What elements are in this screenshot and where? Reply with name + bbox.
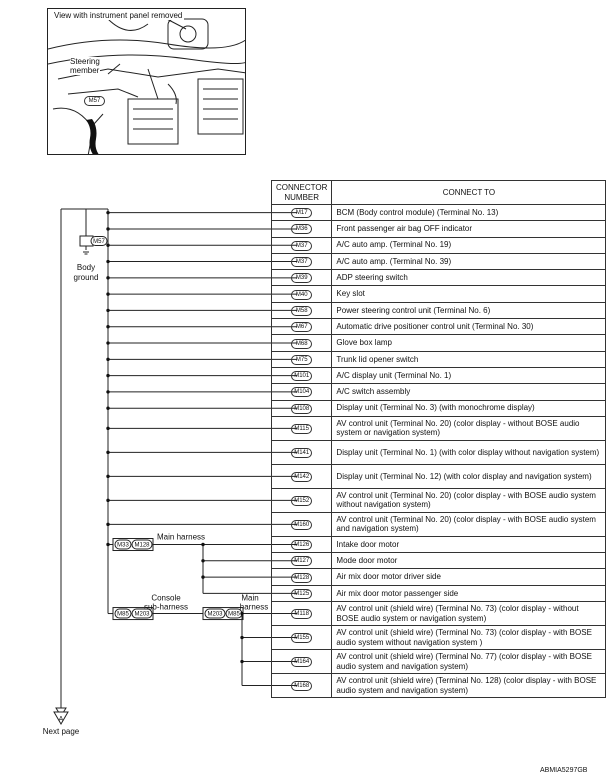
connector-pill: M104 [291, 387, 312, 397]
connector-number-cell [272, 302, 332, 318]
connector-number-cell [272, 464, 332, 488]
connector-number-cell [272, 440, 332, 464]
connect-to-cell: Automatic drive positioner control unit (Terminal No. 30) [332, 319, 606, 335]
connector-pill: M152 [291, 496, 312, 506]
connect-to-cell: Front passenger air bag OFF indicator [332, 221, 606, 237]
splice-dot [106, 227, 109, 230]
connector-symbol-label: M128 [134, 542, 150, 549]
splice-dot [106, 523, 109, 526]
splice-dot [240, 612, 243, 615]
table-row [272, 602, 606, 626]
connector-symbol-label: M33 [117, 542, 129, 549]
connector-number-cell [272, 569, 332, 585]
next-page-label: Next page [42, 727, 80, 736]
connect-to-cell: A/C switch assembly [332, 384, 606, 400]
connector-pill: M37 [291, 257, 312, 267]
table-row [272, 536, 606, 552]
body-ground-label: ground [73, 273, 99, 282]
connector-number-cell [272, 585, 332, 601]
console-label: Console [151, 593, 181, 603]
connector-pill: M164 [291, 657, 312, 667]
table-row [272, 286, 606, 302]
table-row [272, 553, 606, 569]
header-connect-to: CONNECT TO [332, 181, 606, 205]
connector-number-cell [272, 221, 332, 237]
connector-number-cell [272, 488, 332, 512]
connector-number-cell [272, 286, 332, 302]
connector-pill: M127 [291, 556, 312, 566]
table-row [272, 384, 606, 400]
splice-dot [201, 559, 204, 562]
table-row [272, 367, 606, 383]
table-row [272, 351, 606, 367]
splice-dot [106, 211, 109, 214]
connect-to-cell: A/C display unit (Terminal No. 1) [332, 367, 606, 383]
connector-pill: M17 [291, 208, 312, 218]
table-row [272, 416, 606, 440]
connector-pill: M37 [291, 241, 312, 251]
connector-pill: M75 [291, 355, 312, 365]
splice-dot [106, 260, 109, 263]
table-row [272, 335, 606, 351]
connector-table [271, 180, 606, 698]
splice-dot [106, 499, 109, 502]
connector-number-cell [272, 351, 332, 367]
connector-number-cell [272, 400, 332, 416]
connector-symbol-label: M203 [134, 611, 150, 618]
connector-pill: M115 [291, 424, 312, 434]
connector-pill: M40 [291, 290, 312, 300]
connector-number-cell [272, 253, 332, 269]
connect-to-cell: AV control unit (Terminal No. 20) (color display - without BOSE audio system or navigation system) [332, 416, 606, 440]
connector-number-cell [272, 536, 332, 552]
splice-dot [201, 543, 204, 546]
splice-dot [106, 451, 109, 454]
table-row [272, 650, 606, 674]
table-row [272, 626, 606, 650]
connector-pill: M39 [291, 273, 312, 283]
connector-symbol-label: M203 [207, 611, 223, 618]
table-row [272, 205, 606, 221]
splice-dot [106, 374, 109, 377]
next-page-symbol: A [58, 716, 64, 723]
main-harness-label: Main harness [157, 532, 206, 542]
connector-pill: M168 [291, 681, 312, 691]
table-row [272, 270, 606, 286]
connect-to-cell: AV control unit (Terminal No. 20) (color display - with BOSE audio system and navigation system) [332, 512, 606, 536]
connect-to-cell: Trunk lid opener switch [332, 351, 606, 367]
splice-dot [106, 292, 109, 295]
connector-symbol-label: M85 [228, 611, 240, 618]
table-row [272, 585, 606, 601]
connector-pill: M68 [291, 339, 312, 349]
console-label: sub-harness [143, 602, 189, 612]
table-row [272, 302, 606, 318]
header-connector-number: CONNECTOR NUMBER [272, 181, 332, 205]
connector-number-cell [272, 367, 332, 383]
splice-dot [106, 358, 109, 361]
connect-to-cell: AV control unit (shield wire) (Terminal No. 73) (color display - without BOSE audio system or navigation system) [332, 602, 606, 626]
connector-number-cell [272, 553, 332, 569]
splice-dot [240, 636, 243, 639]
connect-to-cell: Mode door motor [332, 553, 606, 569]
table-row [272, 569, 606, 585]
splice-dot [240, 660, 243, 663]
connect-to-cell: Glove box lamp [332, 335, 606, 351]
connector-pill: M160 [291, 520, 312, 530]
connect-to-cell: Key slot [332, 286, 606, 302]
connector-pill: M126 [291, 540, 312, 550]
connector-number-cell [272, 237, 332, 253]
connector-symbol-label: M85 [117, 611, 129, 618]
table-row [272, 319, 606, 335]
connector-pill: M155 [291, 633, 312, 643]
splice-dot [106, 276, 109, 279]
connector-number-cell [272, 512, 332, 536]
connector-number-cell [272, 205, 332, 221]
main-harness-label-2: Main [241, 593, 259, 603]
body-ground-label: Body [76, 263, 96, 272]
splice-dot [106, 390, 109, 393]
splice-dot [201, 575, 204, 578]
connect-to-cell: Intake door motor [332, 536, 606, 552]
splice-dot [106, 543, 109, 546]
connector-number-cell [272, 650, 332, 674]
connect-to-cell: Display unit (Terminal No. 12) (with color display and navigation system) [332, 464, 606, 488]
connect-to-cell: A/C auto amp. (Terminal No. 19) [332, 237, 606, 253]
connector-pill: M108 [291, 404, 312, 414]
connect-to-cell: BCM (Body control module) (Terminal No. 13) [332, 205, 606, 221]
table-row [272, 464, 606, 488]
table-row [272, 488, 606, 512]
connector-number-cell [272, 270, 332, 286]
table-row [272, 221, 606, 237]
connector-number-cell [272, 674, 332, 698]
connector-pill: M125 [291, 589, 312, 599]
photo-connector-label: M57 [84, 95, 105, 106]
connector-pill: M58 [291, 306, 312, 316]
table-row [272, 512, 606, 536]
splice-dot [106, 325, 109, 328]
connector-number-cell [272, 384, 332, 400]
figure-code: ABMIA5297GB [540, 767, 588, 774]
splice-dot [106, 427, 109, 430]
splice-dot [106, 475, 109, 478]
connect-to-cell: AV control unit (shield wire) (Terminal No. 73) (color display - with BOSE audio system without navigation system ) [332, 626, 606, 650]
connector-number-cell [272, 319, 332, 335]
connector-number-cell [272, 602, 332, 626]
splice-dot [106, 309, 109, 312]
connect-to-cell: Display unit (Terminal No. 3) (with monochrome display) [332, 400, 606, 416]
connector-pill: M101 [291, 371, 312, 381]
table-row [272, 237, 606, 253]
table-row [272, 400, 606, 416]
photo-caption: View with instrument panel removed [54, 11, 183, 20]
connector-pill: M36 [291, 224, 312, 234]
splice-dot [106, 407, 109, 410]
connector-pill: M128 [291, 573, 312, 583]
table-row [272, 253, 606, 269]
splice-dot [106, 341, 109, 344]
connect-to-cell: AV control unit (shield wire) (Terminal No. 128) (color display - with BOSE audio system and navigation system) [332, 674, 606, 698]
connector-number-cell [272, 626, 332, 650]
connect-to-cell: Air mix door motor passenger side [332, 585, 606, 601]
connect-to-cell: AV control unit (Terminal No. 20) (color display - with BOSE audio system without navigation system) [332, 488, 606, 512]
table-row [272, 674, 606, 698]
connector-pill: M141 [291, 448, 312, 458]
main-harness-label-2: harness [239, 602, 269, 612]
connect-to-cell: Display unit (Terminal No. 1) (with color display without navigation system) [332, 440, 606, 464]
connect-to-cell: AV control unit (shield wire) (Terminal No. 77) (color display - with BOSE audio system and navigation system) [332, 650, 606, 674]
connector-pill: M118 [291, 609, 312, 619]
steering-member-label: Steering member [70, 57, 100, 75]
table-row [272, 440, 606, 464]
connector-pill: M142 [291, 472, 312, 482]
splice-dot [106, 244, 109, 247]
connect-to-cell: Power steering control unit (Terminal No. 6) [332, 302, 606, 318]
connector-pill: M67 [291, 322, 312, 332]
connect-to-cell: A/C auto amp. (Terminal No. 39) [332, 253, 606, 269]
connect-to-cell: Air mix door motor driver side [332, 569, 606, 585]
connector-symbol-label: M57 [93, 239, 105, 246]
connect-to-cell: ADP steering switch [332, 270, 606, 286]
connector-number-cell [272, 416, 332, 440]
connector-number-cell [272, 335, 332, 351]
